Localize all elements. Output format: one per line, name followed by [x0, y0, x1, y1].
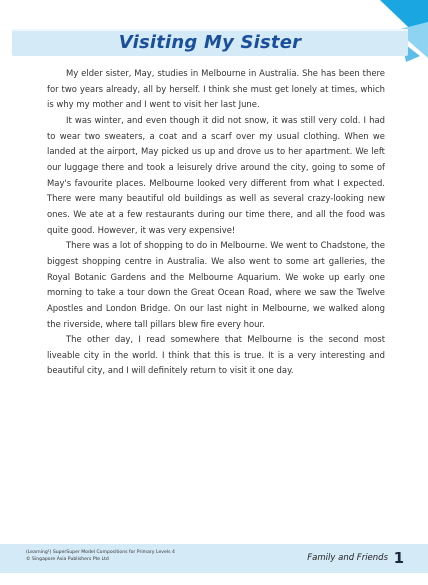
page-number: 1: [393, 549, 404, 567]
page-title: Visiting My Sister: [118, 32, 302, 53]
footer-book-title: (Learning¹) SuperSuper Model Compositions for Primary Levels 4: [26, 550, 175, 555]
title-banner: [12, 29, 408, 56]
footer-copyright: © Singapore Asia Publishers Pte Ltd: [26, 557, 109, 562]
paragraph: My elder sister, May, studies in Melbourne in Australia. She has been there for two years already, all by herself. I think she must get lonely at times, which is why my mother and I went to visit her last June.: [47, 68, 385, 110]
footer-section-title: Family and Friends: [307, 553, 388, 563]
story-body: [47, 66, 385, 379]
footer-credits: [26, 549, 175, 563]
paragraph: There was a lot of shopping to do in Melbourne. We went to Chadstone, the biggest shopping centre in Australia. We also went to some art galleries, the Royal Botanic Gardens and the Melbourne Aquarium. We woke up early one morning to take a tour down the Great Ocean Road, where we saw the Twelve Apostles and London Bridge. On our last night in Melbourne, we walked along the riverside, where tall pillars blew fire every hour.: [47, 240, 385, 329]
paragraph: It was winter, and even though it did not snow, it was still very cold. I had to wear two sweaters, a coat and a scarf over my usual clothing. When we landed at the airport, May picked us up and drove us to her apartment. We left our luggage there and took a leisurely drive around the city, going to some of May's favourite places. Melbourne looked very different from what I expected. There were many beautiful old buildings as well as several crazy-looking new ones. We ate at a few restaurants during our time there, and all the food was quite good. However, it was very expensive!: [47, 114, 385, 235]
paragraph: The other day, I read somewhere that Melbourne is the second most liveable city in the world. I think that this is true. It is a very interesting and beautiful city, and I will definitely return to visit it one day.: [47, 334, 385, 376]
